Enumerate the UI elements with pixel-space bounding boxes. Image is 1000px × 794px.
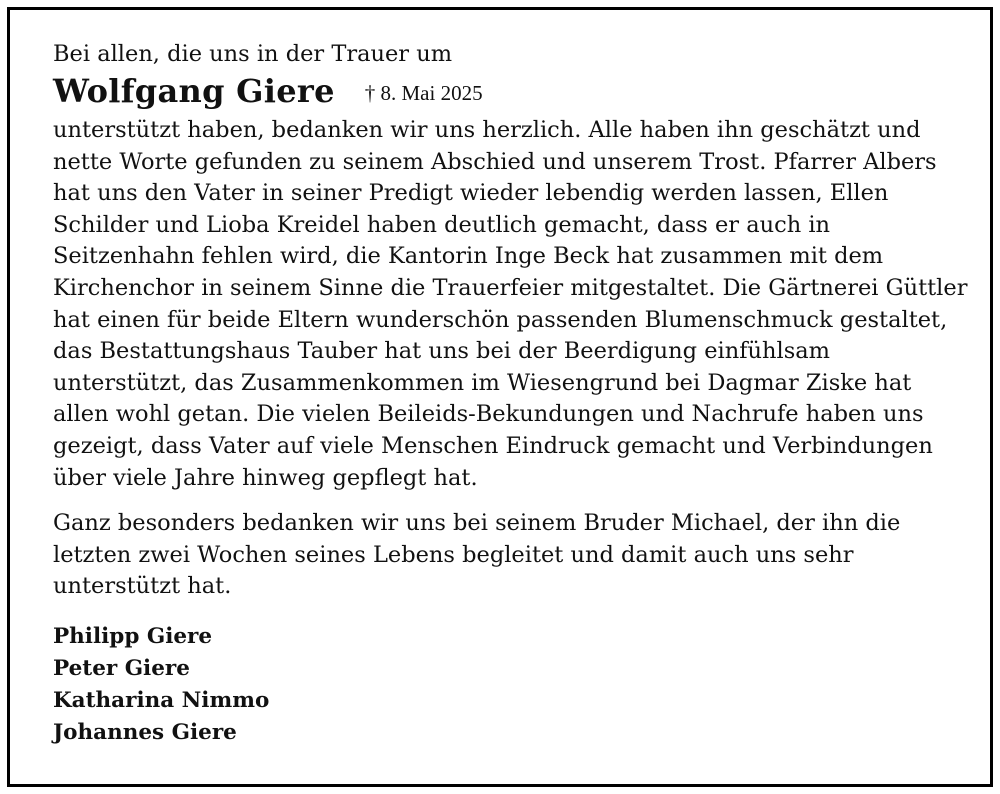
paragraph-line: unterstützt haben, bedanken wir uns herzlich. Alle haben ihn geschätzt und [53, 117, 921, 143]
paragraph-line: Kirchenchor in seinem Sinne die Trauerfeier mitgestaltet. Die Gärtnerei Güttler [53, 274, 968, 301]
paragraph-line: hat einen für beide Eltern wunderschön passenden Blumenschmuck gestaltet, [53, 306, 948, 333]
paragraph-line: unterstützt, das Zusammenkommen im Wiesengrund bei Dagmar Ziske hat [53, 369, 912, 396]
paragraph-line: das Bestattungshaus Tauber hat uns bei der Beerdigung einfühlsam [53, 338, 831, 365]
deceased-header [53, 71, 963, 115]
deceased-name: Wolfgang Giere [53, 72, 335, 110]
brother-thanks-paragraph [53, 508, 963, 603]
paragraph-line: Schilder und Lioba Kreidel haben deutlich gemacht, dass er auch in [53, 211, 831, 238]
notice-content [53, 38, 968, 749]
paragraph-line: unterstützt hat. [53, 573, 232, 600]
paragraph-line: nette Worte gefunden zu seinem Abschied und unserem Trost. Pfarrer Albers [53, 148, 937, 175]
paragraph-line: gezeigt, dass Vater auf viele Menschen Eindruck gemacht und Verbindungen [53, 432, 933, 459]
paragraph-line: hat uns den Vater in seiner Predigt wieder lebendig werden lassen, Ellen [53, 180, 889, 207]
signers-list [53, 621, 963, 749]
thanks-paragraph [53, 115, 968, 494]
paragraph-spacer [53, 494, 963, 508]
paragraph-line: über viele Jahre hinweg gepflegt hat. [53, 464, 478, 491]
notice-frame [7, 7, 993, 787]
paragraph-line: letzten zwei Wochen seines Lebens begleitet und damit auch uns sehr [53, 541, 854, 568]
signer-name: Peter Giere [53, 655, 190, 681]
death-date: † 8. Mai 2025 [364, 81, 483, 105]
paragraph-line: Seitzenhahn fehlen wird, die Kantorin Inge Beck hat zusammen mit dem [53, 243, 884, 270]
signer-name: Katharina Nimmo [53, 687, 270, 713]
paragraph-line: Ganz besonders bedanken wir uns bei seinem Bruder Michael, der ihn die [53, 510, 901, 537]
signer-name: Johannes Giere [53, 719, 237, 745]
signer-name: Philipp Giere [53, 623, 213, 649]
intro-text: Bei allen, die uns in der Trauer um [53, 41, 453, 67]
paragraph-line: allen wohl getan. Die vielen Beileids-Bekundungen und Nachrufe haben uns [53, 401, 924, 428]
